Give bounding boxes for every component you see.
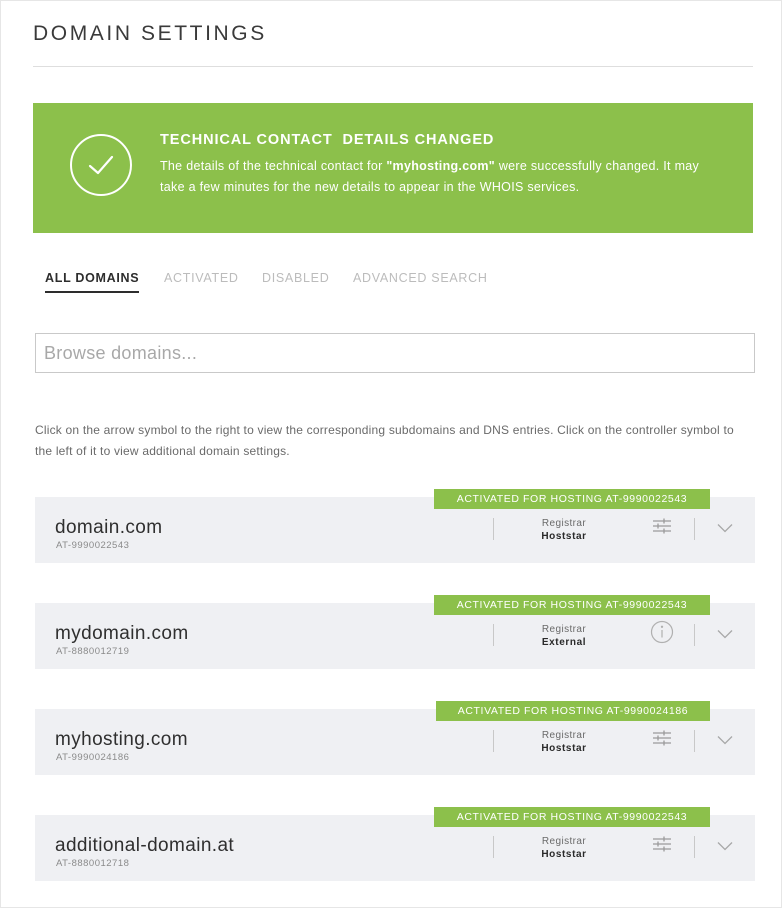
banner-domain-highlight: "myhosting.com" [386, 159, 496, 173]
hosting-status-badge: ACTIVATED FOR HOSTING AT-9990024186 [436, 701, 710, 721]
registrar-info [494, 623, 634, 649]
divider [694, 836, 695, 858]
sliders-icon[interactable] [650, 514, 674, 538]
registrar-label: Registrar [541, 624, 587, 635]
registrar-value: External [541, 637, 587, 648]
title-divider [33, 66, 753, 67]
domain-account-id: AT-9990024186 [56, 752, 130, 763]
banner-title: TECHNICAL CONTACT DETAILS CHANGED [160, 132, 495, 148]
registrar-label: Registrar [541, 730, 587, 741]
registrar-value: Hoststar [541, 531, 587, 542]
domain-row [35, 599, 755, 669]
page-title: DOMAIN SETTINGS [33, 22, 267, 45]
domain-row [35, 705, 755, 775]
registrar-label: Registrar [541, 518, 587, 529]
banner-message-start: The details of the technical contact for [160, 159, 387, 173]
domain-account-id: AT-8880012718 [56, 858, 130, 869]
chevron-down-icon[interactable] [715, 836, 735, 856]
divider [694, 624, 695, 646]
divider [694, 730, 695, 752]
registrar-value: Hoststar [541, 743, 587, 754]
registrar-info [494, 835, 634, 861]
divider [694, 518, 695, 540]
help-text: Click on the arrow symbol to the right to view the corresponding subdomains and DNS entries. Click on the controller symbol to the left of it to view additional domain settings. [35, 423, 734, 458]
info-icon[interactable] [650, 620, 674, 644]
browse-domains-input[interactable] [35, 333, 755, 373]
domain-account-id: AT-8880012719 [56, 646, 130, 657]
tab-activated[interactable]: ACTIVATED [164, 271, 239, 285]
hosting-status-badge: ACTIVATED FOR HOSTING AT-9990022543 [434, 807, 710, 827]
tab-disabled[interactable]: DISABLED [262, 271, 330, 285]
hosting-status-badge: ACTIVATED FOR HOSTING AT-9990022543 [434, 489, 710, 509]
domain-account-id: AT-9990022543 [56, 540, 130, 551]
tab-all-domains[interactable]: ALL DOMAINS [45, 271, 140, 285]
domain-row [35, 811, 755, 881]
banner-message [160, 156, 720, 198]
sliders-icon[interactable] [650, 832, 674, 856]
tab-advanced-search[interactable]: ADVANCED SEARCH [353, 271, 488, 285]
registrar-info [494, 729, 634, 755]
success-banner [33, 103, 753, 233]
domain-name: additional-domain.at [55, 835, 235, 856]
hosting-status-badge: ACTIVATED FOR HOSTING AT-9990022543 [434, 595, 710, 615]
banner-message-end: were successfully changed. It may take a few minutes for the new details to appear in the WHOIS services. [160, 159, 700, 194]
registrar-label: Registrar [541, 836, 587, 847]
chevron-down-icon[interactable] [715, 624, 735, 644]
chevron-down-icon[interactable] [715, 518, 735, 538]
registrar-value: Hoststar [541, 849, 587, 860]
sliders-icon[interactable] [650, 726, 674, 750]
domain-name: myhosting.com [55, 729, 188, 750]
registrar-info [494, 517, 634, 543]
checkmark-circle-icon [70, 134, 132, 196]
chevron-down-icon[interactable] [715, 730, 735, 750]
domain-name: mydomain.com [55, 623, 189, 644]
domain-row [35, 493, 755, 563]
domain-name: domain.com [55, 517, 163, 538]
